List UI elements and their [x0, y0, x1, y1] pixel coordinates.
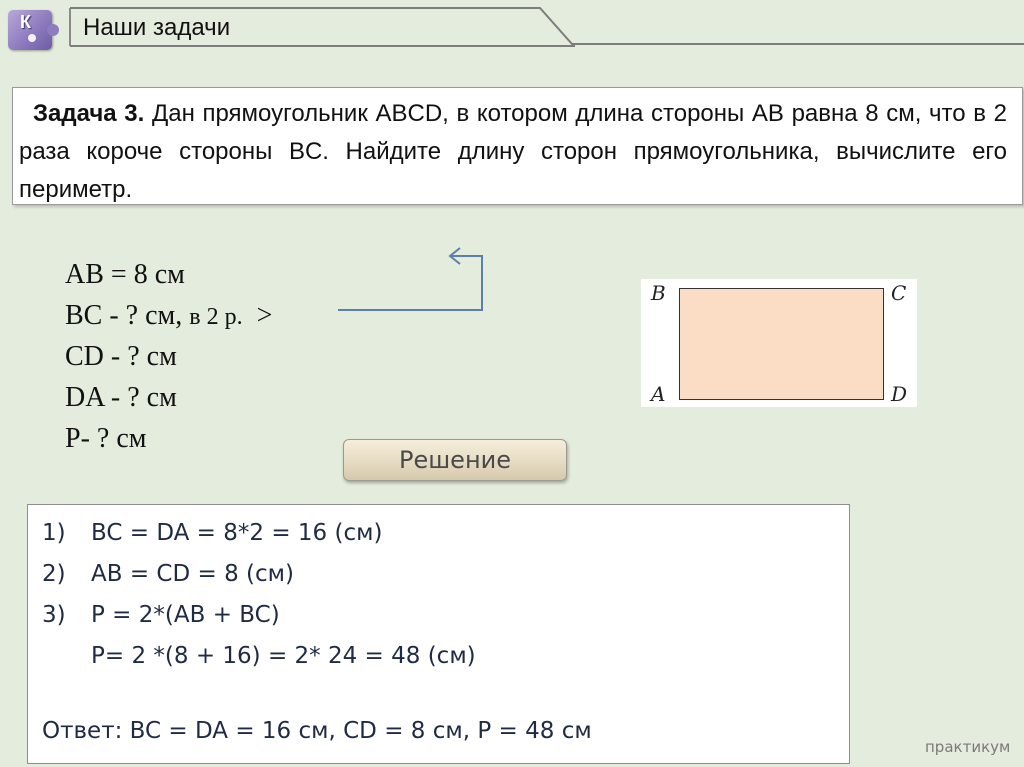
logo-badge-icon	[28, 34, 36, 42]
rectangle-shape	[679, 288, 884, 400]
given-bc-sign: >	[256, 300, 273, 331]
rectangle-figure	[641, 279, 917, 407]
step-number: 3)	[42, 602, 66, 628]
solution-step-3-calc: P= 2 *(8 + 16) = 2* 24 = 48 (см)	[91, 643, 476, 669]
vertex-c-label: C	[891, 281, 907, 305]
footer-watermark: практикум	[925, 738, 1011, 756]
given-bc-note: в 2 р.	[189, 304, 243, 330]
page-title: Наши задачи	[83, 14, 231, 41]
step-text: AB = CD = 8 (см)	[91, 561, 294, 587]
task-label: Задача 3.	[33, 100, 145, 127]
given-list	[65, 254, 272, 459]
solution-answer: Ответ: BC = DA = 16 см, CD = 8 см, P = 48 см	[42, 718, 592, 744]
solution-box	[27, 504, 850, 764]
step-text: BC = DA = 8*2 = 16 (см)	[91, 520, 383, 546]
solution-content	[42, 513, 592, 752]
logo-letter: К	[20, 12, 31, 32]
step-number: 2)	[42, 561, 66, 587]
given-cd: CD - ? см	[65, 341, 177, 372]
solution-step-2	[42, 554, 592, 595]
given-p: P- ? см	[65, 423, 147, 454]
task-statement-box	[12, 87, 1023, 205]
task-statement	[19, 95, 1007, 209]
solution-step-1	[42, 513, 592, 554]
vertex-a-label: A	[651, 382, 666, 406]
given-ab: AB = 8 см	[65, 259, 185, 290]
step-number: 1)	[42, 520, 66, 546]
step-text: P = 2*(AB + BC)	[91, 602, 280, 628]
given-da: DA - ? см	[65, 382, 177, 413]
header-divider	[0, 0, 1024, 56]
solution-step-3	[42, 595, 592, 636]
task-body: Дан прямоугольник ABCD, в котором длина стороны AB равна 8 см, что в 2 раза короче стороны BC. Найдите длину сторон прямоугольника, вычислите его периметр.	[19, 100, 1008, 203]
vertex-d-label: D	[891, 382, 908, 406]
vertex-b-label: B	[651, 281, 666, 305]
given-bc-text: BC - ? см,	[65, 300, 183, 331]
header-bar	[0, 0, 1024, 56]
given-bc	[65, 295, 272, 336]
solution-button[interactable]: Решение	[343, 439, 567, 481]
comparison-arrow-icon	[300, 240, 500, 330]
